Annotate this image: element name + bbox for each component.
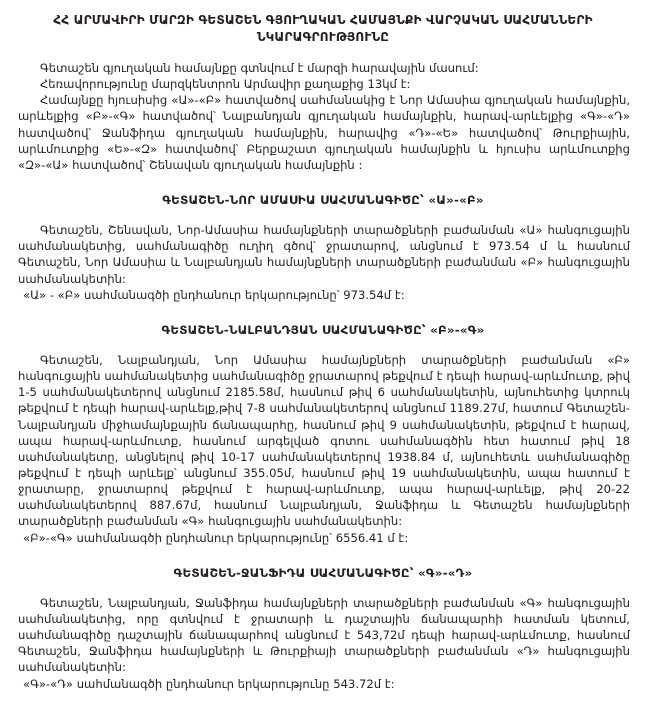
section-a-b [8,192,638,303]
spacer [8,173,638,192]
section-total-g-d: «Գ»-«Դ» սահմանագծի ընդհանուր երկարությունը 543.72մ է: [23,676,395,691]
section-total-b-g: «Բ»-«Գ» սահմանագծի ընդհանուր երկարությունը՝ 6556.41 մ է: [23,530,409,545]
section-heading-b-g: ԳԵՏԱՇԵՆ-ՆԱԼԲԱՆԴՅԱՆ ՍԱՀՄԱՆԱԳԻԾԸ՝ «Բ»-«Գ» [161,322,485,337]
spacer [8,46,638,60]
section-heading-g-d: ԳԵՏԱՇԵՆ-ՋԱՆՖԻԴԱ ՍԱՀՄԱՆԱԳԻԾԸ՝ «Գ»-«Դ» [173,565,473,580]
section-heading-a-b: ԳԵՏԱՇԵՆ-ՆՈՐ ԱՄԱՍԻԱ ՍԱՀՄԱՆԱԳԻԾԸ՝ «Ա»-«Բ» [162,193,484,208]
intro-block [8,60,638,173]
spacer [8,546,638,565]
spacer [8,303,638,322]
spacer [8,338,638,352]
section-g-d [8,565,638,692]
intro-line-2: Հեռավորությունը մարզկենտրոն Արմավիր քաղաքից 13կմ է: [40,77,411,92]
document-title: ՀՀ ԱՐՄԱՎԻՐԻ ՄԱՐԶԻ ԳԵՏԱՇԵՆ ԳՅՈՒՂԱԿԱՆ ՀԱՄԱՅՆՔԻ ՎԱՐՉԱԿԱՆ ՍԱՀՄԱՆՆԵՐԻ ՆԿԱՐԱԳՐՈՒԹՅՈՒՆԸ [53,13,593,44]
intro-line-1: Գետաշեն գյուղական համայնքը գտնվում է մարզի հարավային մասում: [40,61,479,75]
section-body-g-d: Գետաշեն, Նալբանդյան, Ջանֆիդա համայնքների տարածքների բաժանման «Գ» հանգուցային սահմանակետից, որը գտնվում է ջրատարի և դաշտային ճանապարհի հատման կետում, սահմանագիծը դաշտային ճանապարհով անցնում է 543,72մ դեպի հարավ-արևմուտք, հասնում Գետաշեն, Ջանֆիդա համայնքների և Թուրքիայի տարածքների բաժանման «Դ» հանգուցային սահմանակետին: [18,595,630,675]
section-body-a-b: Գետաշեն, Շենավան, Նոր-Ամասիա համայնքների տարածքների բաժանման «Ա» հանգուցային սահմանակետից, սահմանագիծը ուղիղ գծով՝ ջրատարով, անցնում է 973.54 մ և հասնում Գետաշեն, Նոր Ամասիա և Նալբանդյան համայնքների տարածքների բաժանման «Բ» հանգուցային սահմանակետին: [18,223,630,286]
section-body-b-g: Գետաշեն, Նալբանդյան, Նոր Ամասիա համայնքների տարածքների բաժանման «Բ» հանգուցային սահմանակետից սահմանագիծը ջրատարով թեքվում է դեպի հարավ-արևմուտք, թիվ 1-5 սահմանակետերով անցնում 2185.58մ, հասնում թիվ 6 սահմանակետին, այնուհետից կտրուկ թեքվում է դեպի հարավ-արևելք,թիվ 7-8 սահմանակետերով անցնում 1189.27մ, հատում Գետաշեն-Նալբանդյան միջհամայնքային ճանապարհը, հասնում թիվ 9 սահմանակետին, թեքվում է հարավ, ապա հարավ-արևմուտք, հասնում արգելված գոտու սահմանագծին հետ հատում թիվ 18 սահմանակետը, անցնելով թիվ 10-17 սահմանակետերով 1938.84 մ, այնուհետև սահմանագիծը թեքվում է դեպի արևելք՝ անցնում 355.05մ, հասնում թիվ 19 սահմանակետին, ապա հատում է ջրատարը, ջրատարով թեքվում է հարավ-արևմուտք, ապա հարավ-արևելք, թիվ 20-22 սահմանակետերով 887.67մ, հասնում Նալբանդյան, Ջանֆիդա և Գետաշեն համայնքների տարածքների բաժանման «Գ» հանգուցային սահմանակետին: [18,352,630,529]
spacer [8,208,638,222]
intro-line-3: Համայնքը հյուսիսից «Ա»-«Բ» հատվածով սահմանակից է Նոր Ամասիա գյուղական համայնքին, արևելքից «Բ»-«Գ» հատվածով՝ Նալբանդյան գյուղական համայնքին, հարավ-արևելքից «Գ»-«Դ» հատվածով՝ Ջանֆիդա գյուղական համայնքին, հարավից «Դ»-«Ե» հատվածով՝ Թուրքիային, արևմուտքից «Ե»-«Զ» հատվածով՝ Բերքաշատ գյուղական համայնքին և հյուսիս արևմուտքից «Զ»-«Ա» հատվածով՝ Շենավան գյուղական համայնքին : [18,93,630,172]
section-b-g [8,322,638,546]
spacer [8,581,638,595]
section-total-a-b: «Ա» - «Բ» սահմանագծի ընդհանուր երկարությունը՝ 973.54մ է: [23,287,405,302]
